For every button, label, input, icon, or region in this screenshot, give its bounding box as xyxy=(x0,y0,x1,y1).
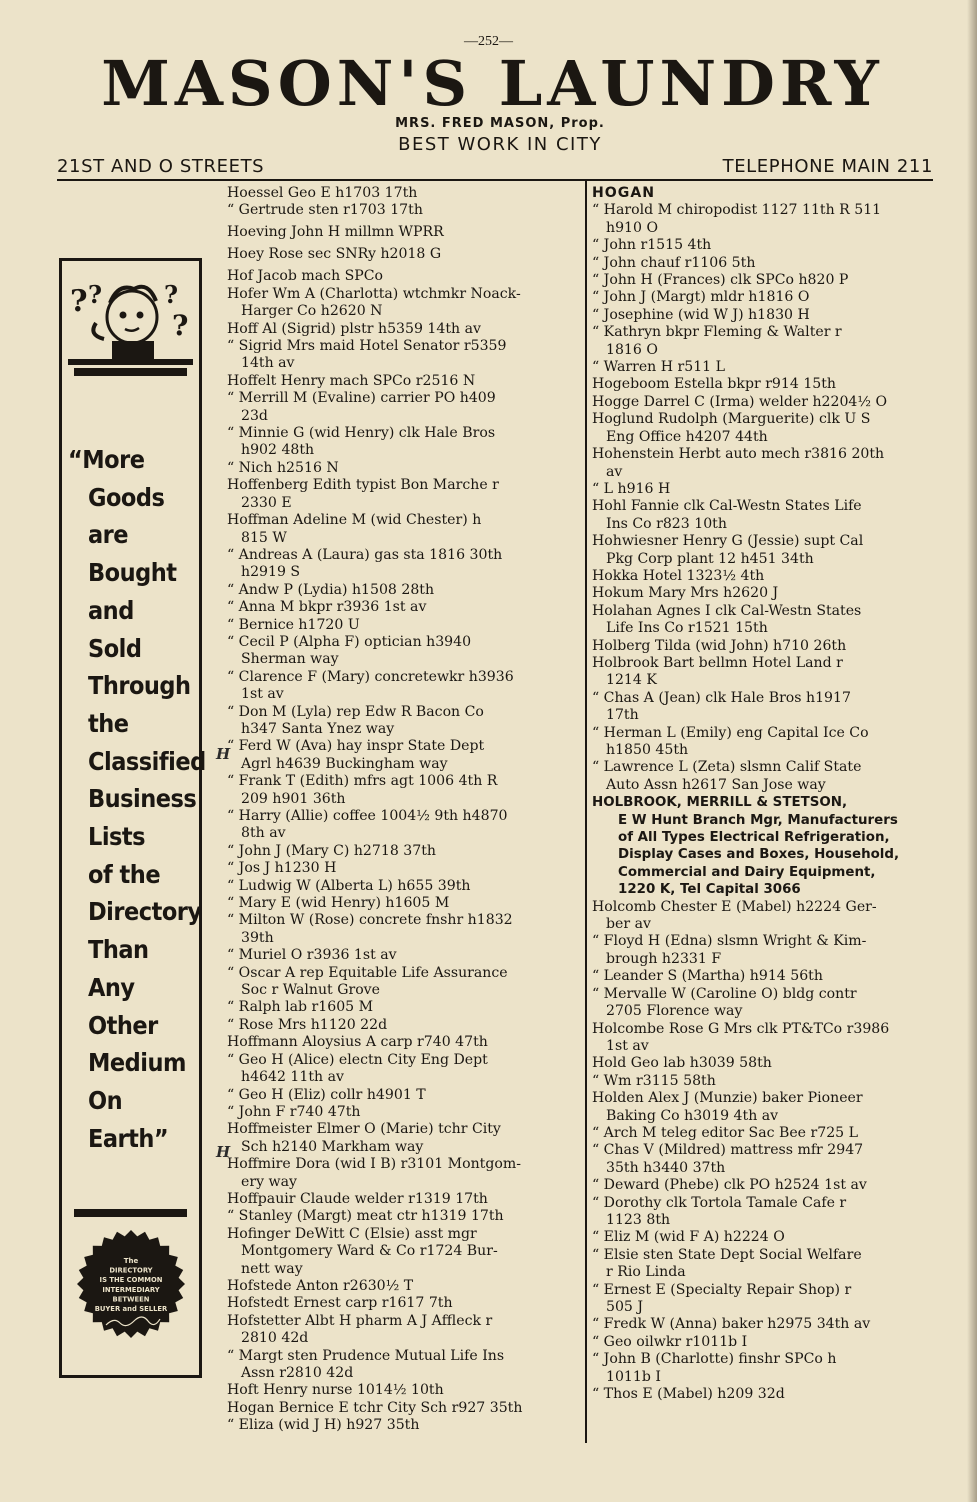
directory-entry: Holcomb Chester E (Mabel) h2224 Ger- xyxy=(592,898,877,915)
directory-entry: “ Ferd W (Ava) hay inspr State Dept xyxy=(227,738,485,755)
ad-proprietor: MRS. FRED MASON, Prop. xyxy=(395,116,605,131)
entry-continuation: Pkg Corp plant 12 h451 34th xyxy=(606,550,814,567)
entry-continuation: 2810 42d xyxy=(241,1330,309,1347)
entry-continuation: Display Cases and Boxes, Household, xyxy=(618,847,900,863)
entry-continuation: Sch h2140 Markham way xyxy=(241,1138,424,1155)
slogan-line: Than xyxy=(88,935,149,965)
directory-entry: Hofstetter Albt H pharm A J Affleck r xyxy=(227,1312,493,1329)
directory-entry: “ Eliz M (wid F A) h2224 O xyxy=(592,1229,785,1246)
directory-entry: Hofer Wm A (Charlotta) wtchmkr Noack- xyxy=(227,285,521,302)
directory-column-left xyxy=(227,185,579,1435)
entry-continuation: Agrl h4639 Buckingham way xyxy=(241,755,448,772)
seal-text: BETWEEN xyxy=(112,1295,150,1304)
slogan-line: On xyxy=(88,1085,123,1115)
svg-text:?: ? xyxy=(70,284,88,319)
entry-continuation: 815 W xyxy=(241,529,287,546)
directory-entry: “ Jos J h1230 H xyxy=(227,860,337,877)
directory-entry: “ John J (Mary C) h2718 37th xyxy=(227,842,436,859)
surname-heading: HOGAN xyxy=(592,185,656,201)
margin-mark: H xyxy=(216,1143,231,1161)
directory-entry: “ Nich h2516 N xyxy=(227,459,339,476)
directory-entry: “ Andw P (Lydia) h1508 28th xyxy=(227,581,435,598)
entry-continuation: 1011b I xyxy=(606,1368,661,1385)
directory-entry: Hoey Rose sec SNRy h2018 G xyxy=(227,246,442,263)
directory-entry: “ Mervalle W (Caroline O) bldg contr xyxy=(592,985,857,1002)
entry-continuation: ery way xyxy=(241,1173,297,1190)
directory-entry: “ Warren H r511 L xyxy=(592,359,725,376)
directory-entry: “ Deward (Phebe) clk PO h2524 1st av xyxy=(592,1177,867,1194)
svg-text:?: ? xyxy=(164,280,179,309)
directory-entry: Holberg Tilda (wid John) h710 26th xyxy=(592,637,847,654)
svg-text:?: ? xyxy=(88,280,103,309)
directory-entry: Hoffmire Dora (wid I B) r3101 Montgom- xyxy=(227,1156,521,1173)
directory-entry: “ Harold M chiropodist 1127 11th R 511 xyxy=(592,202,882,219)
entry-continuation: h1850 45th xyxy=(606,742,689,758)
entry-continuation: 35th h3440 37th xyxy=(606,1159,726,1176)
entry-continuation: 1220 K, Tel Capital 3066 xyxy=(618,882,801,898)
page-number: —252— xyxy=(464,34,513,49)
directory-entry: Hogeboom Estella bkpr r914 15th xyxy=(592,376,836,393)
directory-entry: Hofstede Anton r2630½ T xyxy=(227,1277,414,1294)
directory-entry: “ Ralph lab r1605 M xyxy=(227,999,374,1016)
slogan-line: Medium xyxy=(88,1048,186,1078)
directory-entry: Hoglund Rudolph (Marguerite) clk U S xyxy=(592,411,871,428)
directory-entry: “ Eliza (wid J H) h927 35th xyxy=(227,1417,420,1434)
box-divider xyxy=(74,1209,187,1217)
directory-entry: Hofstedt Ernest carp r1617 7th xyxy=(227,1295,453,1312)
slogan-line: Any xyxy=(88,972,135,1002)
puzzled-boy-illustration xyxy=(68,273,193,365)
entry-continuation: Ins Co r823 10th xyxy=(606,515,727,532)
directory-entry: “ Anna M bkpr r3936 1st av xyxy=(227,599,427,616)
entry-continuation: 1123 8th xyxy=(606,1211,671,1228)
seal-text: The xyxy=(123,1257,139,1265)
slogan-line: “More xyxy=(68,445,145,474)
box-divider xyxy=(74,368,187,376)
entry-continuation: 8th av xyxy=(241,825,286,842)
directory-entry: Hokka Hotel 1323½ 4th xyxy=(592,567,765,584)
seal-text: DIRECTORY xyxy=(109,1266,153,1275)
directory-entry: Holbrook Bart bellmn Hotel Land r xyxy=(592,654,843,671)
entry-continuation: 1816 O xyxy=(606,341,658,358)
ad-telephone: TELEPHONE MAIN 211 xyxy=(722,156,933,177)
header-rule xyxy=(57,179,933,181)
directory-column-right xyxy=(592,185,942,1403)
slogan-line: and xyxy=(88,595,134,625)
page-edge-shadow xyxy=(967,0,977,1502)
seal-text: BUYER and SELLER xyxy=(94,1305,168,1313)
entry-continuation: r Rio Linda xyxy=(606,1264,686,1281)
directory-entry: Hoffmeister Elmer O (Marie) tchr City xyxy=(227,1121,501,1138)
directory-entry: Hohwiesner Henry G (Jessie) supt Cal xyxy=(592,533,864,550)
directory-entry: “ Geo oilwkr r1011b I xyxy=(592,1333,748,1350)
entry-continuation: h902 48th xyxy=(241,442,315,459)
directory-entry: Hoffenberg Edith typist Bon Marche r xyxy=(227,477,499,494)
slogan-line: Classified xyxy=(88,746,206,776)
directory-entry: “ Gertrude sten r1703 17th xyxy=(227,202,423,219)
entry-continuation: Montgomery Ward & Co r1724 Bur- xyxy=(241,1243,498,1260)
directory-entry: Holcombe Rose G Mrs clk PT&TCo r3986 xyxy=(592,1020,890,1037)
directory-entry: “ Leander S (Martha) h914 56th xyxy=(592,968,823,985)
entry-continuation: h4642 11th av xyxy=(241,1069,344,1086)
entry-continuation: Soc r Walnut Grove xyxy=(241,982,380,999)
slogan-line: Lists xyxy=(88,822,146,852)
directory-entry: “ Oscar A rep Equitable Life Assurance xyxy=(227,964,508,981)
entry-continuation: of All Types Electrical Refrigeration, xyxy=(618,830,890,846)
directory-entry: “ Minnie G (wid Henry) clk Hale Bros xyxy=(227,425,496,442)
slogan-line: the xyxy=(88,708,129,738)
seal-text: IS THE COMMON xyxy=(99,1276,163,1285)
entry-continuation: 209 h901 36th xyxy=(241,790,346,807)
directory-entry: “ Chas A (Jean) clk Hale Bros h1917 xyxy=(592,689,851,706)
entry-continuation: E W Hunt Branch Mgr, Manufacturers xyxy=(618,812,898,828)
classified-ad-box xyxy=(59,258,206,1378)
directory-entry: Hof Jacob mach SPCo xyxy=(227,268,384,285)
directory-entry: “ Rose Mrs h1120 22d xyxy=(227,1016,388,1033)
directory-entry: Hoft Henry nurse 1014½ 10th xyxy=(227,1382,444,1399)
directory-entry: Hoffelt Henry mach SPCo r2516 N xyxy=(227,372,476,389)
slogan-line: Business xyxy=(88,784,197,814)
directory-entry: “ Margt sten Prudence Mutual Life Ins xyxy=(227,1347,505,1364)
entry-continuation: 23d xyxy=(241,407,268,424)
directory-entry: “ John J (Margt) mldr h1816 O xyxy=(592,289,810,306)
slogan-line: Earth” xyxy=(88,1123,169,1153)
directory-entry: “ Floyd H (Edna) slsmn Wright & Kim- xyxy=(592,933,867,950)
slogan-line: Directory xyxy=(88,897,202,927)
directory-entry: Hoeving John H millmn WPRR xyxy=(227,224,444,241)
directory-entry: “ Herman L (Emily) eng Capital Ice Co xyxy=(592,724,869,741)
slogan-line: Through xyxy=(88,671,191,701)
entry-continuation: nett way xyxy=(241,1260,303,1277)
entry-continuation: Baking Co h3019 4th av xyxy=(606,1107,779,1124)
directory-seal xyxy=(76,1229,186,1339)
entry-continuation: h2919 S xyxy=(241,564,301,581)
directory-entry: Hoff Al (Sigrid) plstr h5359 14th av xyxy=(227,320,481,337)
entry-continuation: 1st av xyxy=(606,1037,649,1054)
entry-continuation: 505 J xyxy=(606,1299,644,1315)
directory-entry: Hold Geo lab h3039 58th xyxy=(592,1055,772,1072)
entry-continuation: h347 Santa Ynez way xyxy=(241,720,395,737)
directory-entry: “ Thos E (Mabel) h209 32d xyxy=(592,1386,785,1403)
directory-entry: “ John B (Charlotte) finshr SPCo h xyxy=(592,1351,837,1368)
directory-entry: “ Lawrence L (Zeta) slsmn Calif State xyxy=(592,759,862,776)
directory-entry: “ Bernice h1720 U xyxy=(227,616,360,633)
directory-entry: Holden Alex J (Munzie) baker Pioneer xyxy=(592,1090,863,1107)
directory-entry: “ Andreas A (Laura) gas sta 1816 30th xyxy=(227,546,503,563)
directory-entry: HOLBROOK, MERRILL & STETSON, xyxy=(592,795,848,811)
directory-entry: “ Arch M teleg editor Sac Bee r725 L xyxy=(592,1124,858,1141)
directory-entry: “ Don M (Lyla) rep Edw R Bacon Co xyxy=(227,703,484,720)
directory-entry: “ Elsie sten State Dept Social Welfare xyxy=(592,1246,862,1263)
entry-continuation: 1st av xyxy=(241,686,284,703)
directory-entry: “ Milton W (Rose) concrete fnshr h1832 xyxy=(227,912,513,929)
svg-text:?: ? xyxy=(172,309,189,342)
entry-continuation: Auto Assn h2617 San Jose way xyxy=(606,776,826,793)
directory-entry: “ L h916 H xyxy=(592,480,671,497)
directory-entry: Hoffman Adeline M (wid Chester) h xyxy=(227,512,482,529)
slogan-line: of the xyxy=(88,859,161,889)
directory-entry: “ Sigrid Mrs maid Hotel Senator r5359 xyxy=(227,338,507,355)
entry-continuation: 1214 K xyxy=(606,672,657,689)
slogan-line: Other xyxy=(88,1010,158,1040)
ad-title: MASON'S LAUNDRY xyxy=(101,47,884,120)
entry-continuation: brough h2331 F xyxy=(606,950,722,967)
directory-entry: “ Ernest E (Specialty Repair Shop) r xyxy=(592,1281,852,1298)
directory-entry: “ Muriel O r3936 1st av xyxy=(227,947,397,964)
directory-entry: “ John chauf r1106 5th xyxy=(592,254,756,271)
directory-entry: “ Dorothy clk Tortola Tamale Cafe r xyxy=(592,1194,847,1211)
directory-entry: Holahan Agnes I clk Cal-Westn States xyxy=(592,602,862,619)
directory-entry: “ Chas V (Mildred) mattress mfr 2947 xyxy=(592,1142,864,1159)
entry-continuation: av xyxy=(606,463,623,480)
entry-continuation: Life Ins Co r1521 15th xyxy=(606,620,768,637)
directory-entry: “ Josephine (wid W J) h1830 H xyxy=(592,306,810,323)
directory-entry: “ Wm r3115 58th xyxy=(592,1072,716,1089)
entry-continuation: Commercial and Dairy Equipment, xyxy=(618,864,876,880)
slogan-line: are xyxy=(88,520,129,550)
directory-entry: “ Geo H (Eliz) collr h4901 T xyxy=(227,1086,426,1103)
seal-text: INTERMEDIARY xyxy=(102,1285,160,1294)
directory-entry: Hohenstein Herbt auto mech r3816 20th xyxy=(592,446,885,463)
directory-entry: Hogge Darrel C (Irma) welder h2204½ O xyxy=(592,393,888,410)
classified-slogan xyxy=(68,441,206,1157)
entry-continuation: 14th av xyxy=(241,355,295,372)
entry-continuation: 17th xyxy=(606,707,639,724)
directory-entry: “ Clarence F (Mary) concretewkr h3936 xyxy=(227,668,514,685)
entry-continuation: Sherman way xyxy=(241,651,339,668)
directory-entry: “ John r1515 4th xyxy=(592,237,712,254)
directory-entry: “ Harry (Allie) coffee 1004½ 9th h4870 xyxy=(227,808,508,824)
directory-entry: Hofinger DeWitt C (Elsie) asst mgr xyxy=(227,1225,477,1242)
entry-continuation: Eng Office h4207 44th xyxy=(606,428,768,445)
directory-entry: “ John H (Frances) clk SPCo h820 P xyxy=(592,272,849,289)
margin-mark: H xyxy=(216,745,231,763)
directory-entry: “ Frank T (Edith) mfrs agt 1006 4th R xyxy=(227,773,498,790)
slogan-line: Bought xyxy=(88,558,177,588)
directory-entry: “ Kathryn bkpr Fleming & Walter r xyxy=(592,324,842,341)
entry-continuation: h910 O xyxy=(606,219,659,236)
entry-continuation: 39th xyxy=(241,929,274,946)
entry-continuation: Harger Co h2620 N xyxy=(241,303,383,320)
directory-entry: “ Stanley (Margt) meat ctr h1319 17th xyxy=(227,1208,504,1225)
directory-entry: Hoessel Geo E h1703 17th xyxy=(227,185,418,201)
entry-continuation: 2330 E xyxy=(241,494,292,511)
directory-entry: “ Mary E (wid Henry) h1605 M xyxy=(227,895,450,912)
column-divider xyxy=(585,181,587,1443)
directory-entry: “ Cecil P (Alpha F) optician h3940 xyxy=(227,633,472,650)
ad-slogan: BEST WORK IN CITY xyxy=(398,134,602,155)
entry-continuation: Assn r2810 42d xyxy=(241,1365,354,1381)
directory-entry: Hoffpauir Claude welder r1319 17th xyxy=(227,1190,488,1207)
slogan-line: Sold xyxy=(88,633,142,663)
slogan-line: Goods xyxy=(88,482,165,512)
directory-entry: Hohl Fannie clk Cal-Westn States Life xyxy=(592,498,862,515)
directory-entry: “ Geo H (Alice) electn City Eng Dept xyxy=(227,1051,488,1068)
directory-entry: Hogan Bernice E tchr City Sch r927 35th xyxy=(227,1399,523,1416)
ad-address: 21ST AND O STREETS xyxy=(57,156,265,177)
directory-entry: “ John F r740 47th xyxy=(227,1103,361,1120)
directory-entry: “ Fredk W (Anna) baker h2975 34th av xyxy=(592,1316,871,1333)
directory-entry: “ Ludwig W (Alberta L) h655 39th xyxy=(227,877,471,894)
directory-entry: “ Merrill M (Evaline) carrier PO h409 xyxy=(227,390,496,407)
directory-entry: Hoffmann Aloysius A carp r740 47th xyxy=(227,1034,488,1051)
directory-entry: Hokum Mary Mrs h2620 J xyxy=(592,585,779,602)
entry-continuation: 2705 Florence way xyxy=(606,1003,743,1020)
entry-continuation: ber av xyxy=(606,916,651,933)
